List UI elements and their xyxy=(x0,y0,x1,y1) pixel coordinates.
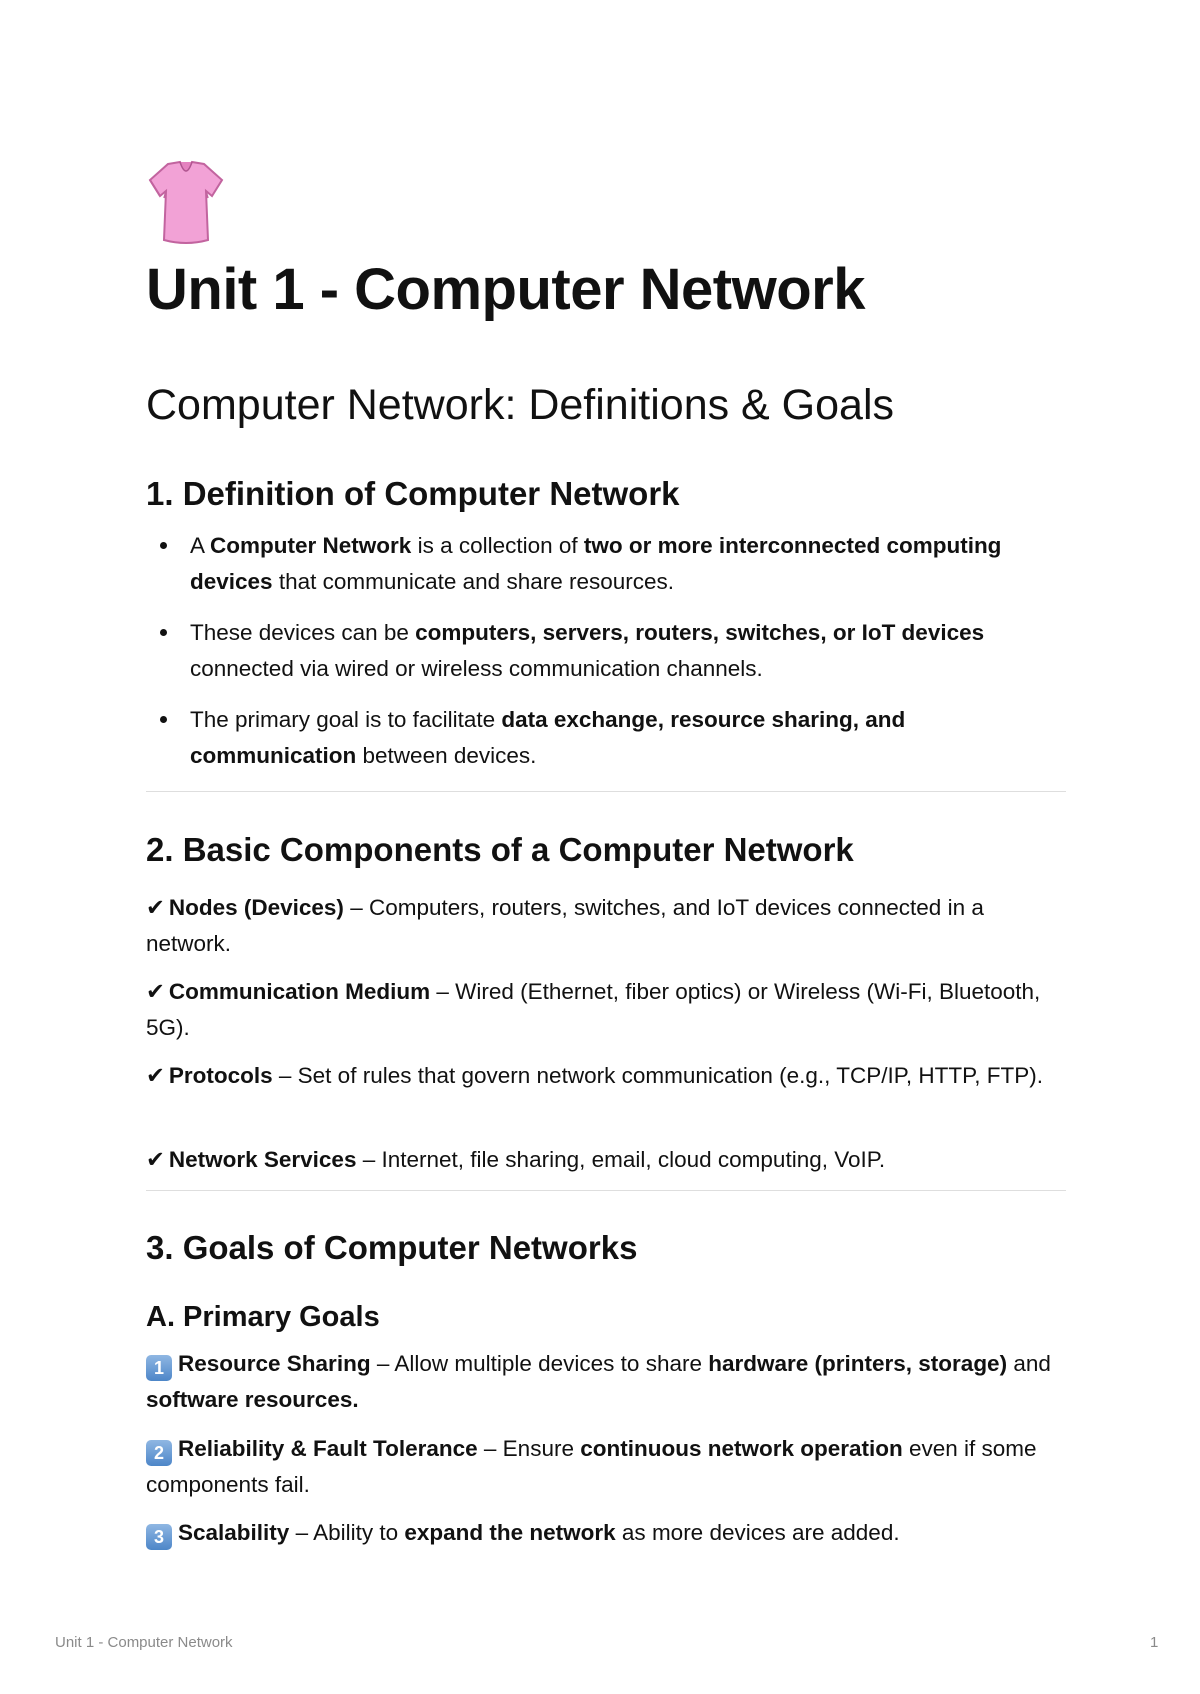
number-keycap-icon: 2 xyxy=(146,1440,172,1466)
components-heading: 2. Basic Components of a Computer Network xyxy=(146,831,854,868)
text-run: is a collection of xyxy=(411,533,584,558)
checkmark-icon: ✔ xyxy=(146,979,165,1004)
component-item xyxy=(146,1142,1066,1178)
text-run: – Ensure xyxy=(477,1436,581,1461)
bold-text: expand the network xyxy=(404,1520,616,1545)
bold-text: two or more interconnected computing devices xyxy=(190,533,1002,594)
text-run: as more devices are added. xyxy=(615,1520,900,1545)
checkmark-icon: ✔ xyxy=(146,1063,165,1088)
number-keycap-icon: 3 xyxy=(146,1524,172,1550)
component-desc: – Internet, file sharing, email, cloud computing, VoIP. xyxy=(356,1147,886,1172)
text-run: A xyxy=(190,533,211,558)
text-run: even if some components fail. xyxy=(146,1436,1037,1497)
bold-text: Scalability xyxy=(178,1520,290,1545)
component-desc: – Set of rules that govern network communication (e.g., TCP/IP, HTTP, FTP). xyxy=(272,1063,1043,1088)
component-term: Nodes (Devices) xyxy=(168,895,344,920)
divider xyxy=(146,791,1066,792)
text-run: – Ability to xyxy=(289,1520,405,1545)
primary-goals-heading: A. Primary Goals xyxy=(146,1301,380,1333)
text-run: These devices can be xyxy=(190,620,416,645)
definition-bullet xyxy=(146,528,1066,600)
bold-text: hardware (printers, storage) xyxy=(708,1351,1008,1376)
definition-list xyxy=(146,528,1066,789)
definition-bullet xyxy=(146,615,1066,687)
blouse-icon xyxy=(146,158,226,246)
component-desc: – Computers, routers, switches, and IoT devices connected in a network. xyxy=(146,895,984,956)
divider xyxy=(146,1190,1066,1191)
component-desc: – Wired (Ethernet, fiber optics) or Wireless (Wi-Fi, Bluetooth, 5G). xyxy=(146,979,1041,1040)
component-term: Protocols xyxy=(168,1063,273,1088)
text-run: and xyxy=(1007,1351,1051,1376)
bold-text: Computer Network xyxy=(210,533,412,558)
bold-text: Reliability & Fault Tolerance xyxy=(178,1436,478,1461)
component-item xyxy=(146,890,1066,962)
bold-text: computers, servers, routers, switches, or IoT devices xyxy=(415,620,985,645)
component-item xyxy=(146,974,1066,1046)
bold-text: data exchange, resource sharing, and communication xyxy=(190,707,906,768)
number-keycap-icon: 1 xyxy=(146,1355,172,1381)
bold-text: continuous network operation xyxy=(580,1436,903,1461)
goals-heading: 3. Goals of Computer Networks xyxy=(146,1229,638,1266)
bold-text: software resources. xyxy=(146,1387,359,1412)
text-run: The primary goal is to facilitate xyxy=(190,707,502,732)
goal-item xyxy=(146,1431,1066,1503)
text-run: that communicate and share resources. xyxy=(272,569,675,594)
definition-bullet xyxy=(146,702,1066,774)
goal-item xyxy=(146,1346,1066,1418)
text-run: – Allow multiple devices to share xyxy=(370,1351,709,1376)
component-term: Communication Medium xyxy=(168,979,431,1004)
component-term: Network Services xyxy=(168,1147,357,1172)
text-run: connected via wired or wireless communication channels. xyxy=(190,656,763,681)
page-number: 1 xyxy=(1150,1634,1159,1651)
section-title: Computer Network: Definitions & Goals xyxy=(146,381,895,429)
text-run: between devices. xyxy=(356,743,537,768)
goal-item xyxy=(146,1515,1066,1551)
checkmark-icon: ✔ xyxy=(146,1147,165,1172)
checkmark-icon: ✔ xyxy=(146,895,165,920)
component-item xyxy=(146,1058,1066,1094)
page-title: Unit 1 - Computer Network xyxy=(146,257,865,322)
bold-text: Resource Sharing xyxy=(178,1351,371,1376)
footer-title: Unit 1 - Computer Network xyxy=(55,1634,233,1651)
definition-heading: 1. Definition of Computer Network xyxy=(146,475,680,512)
